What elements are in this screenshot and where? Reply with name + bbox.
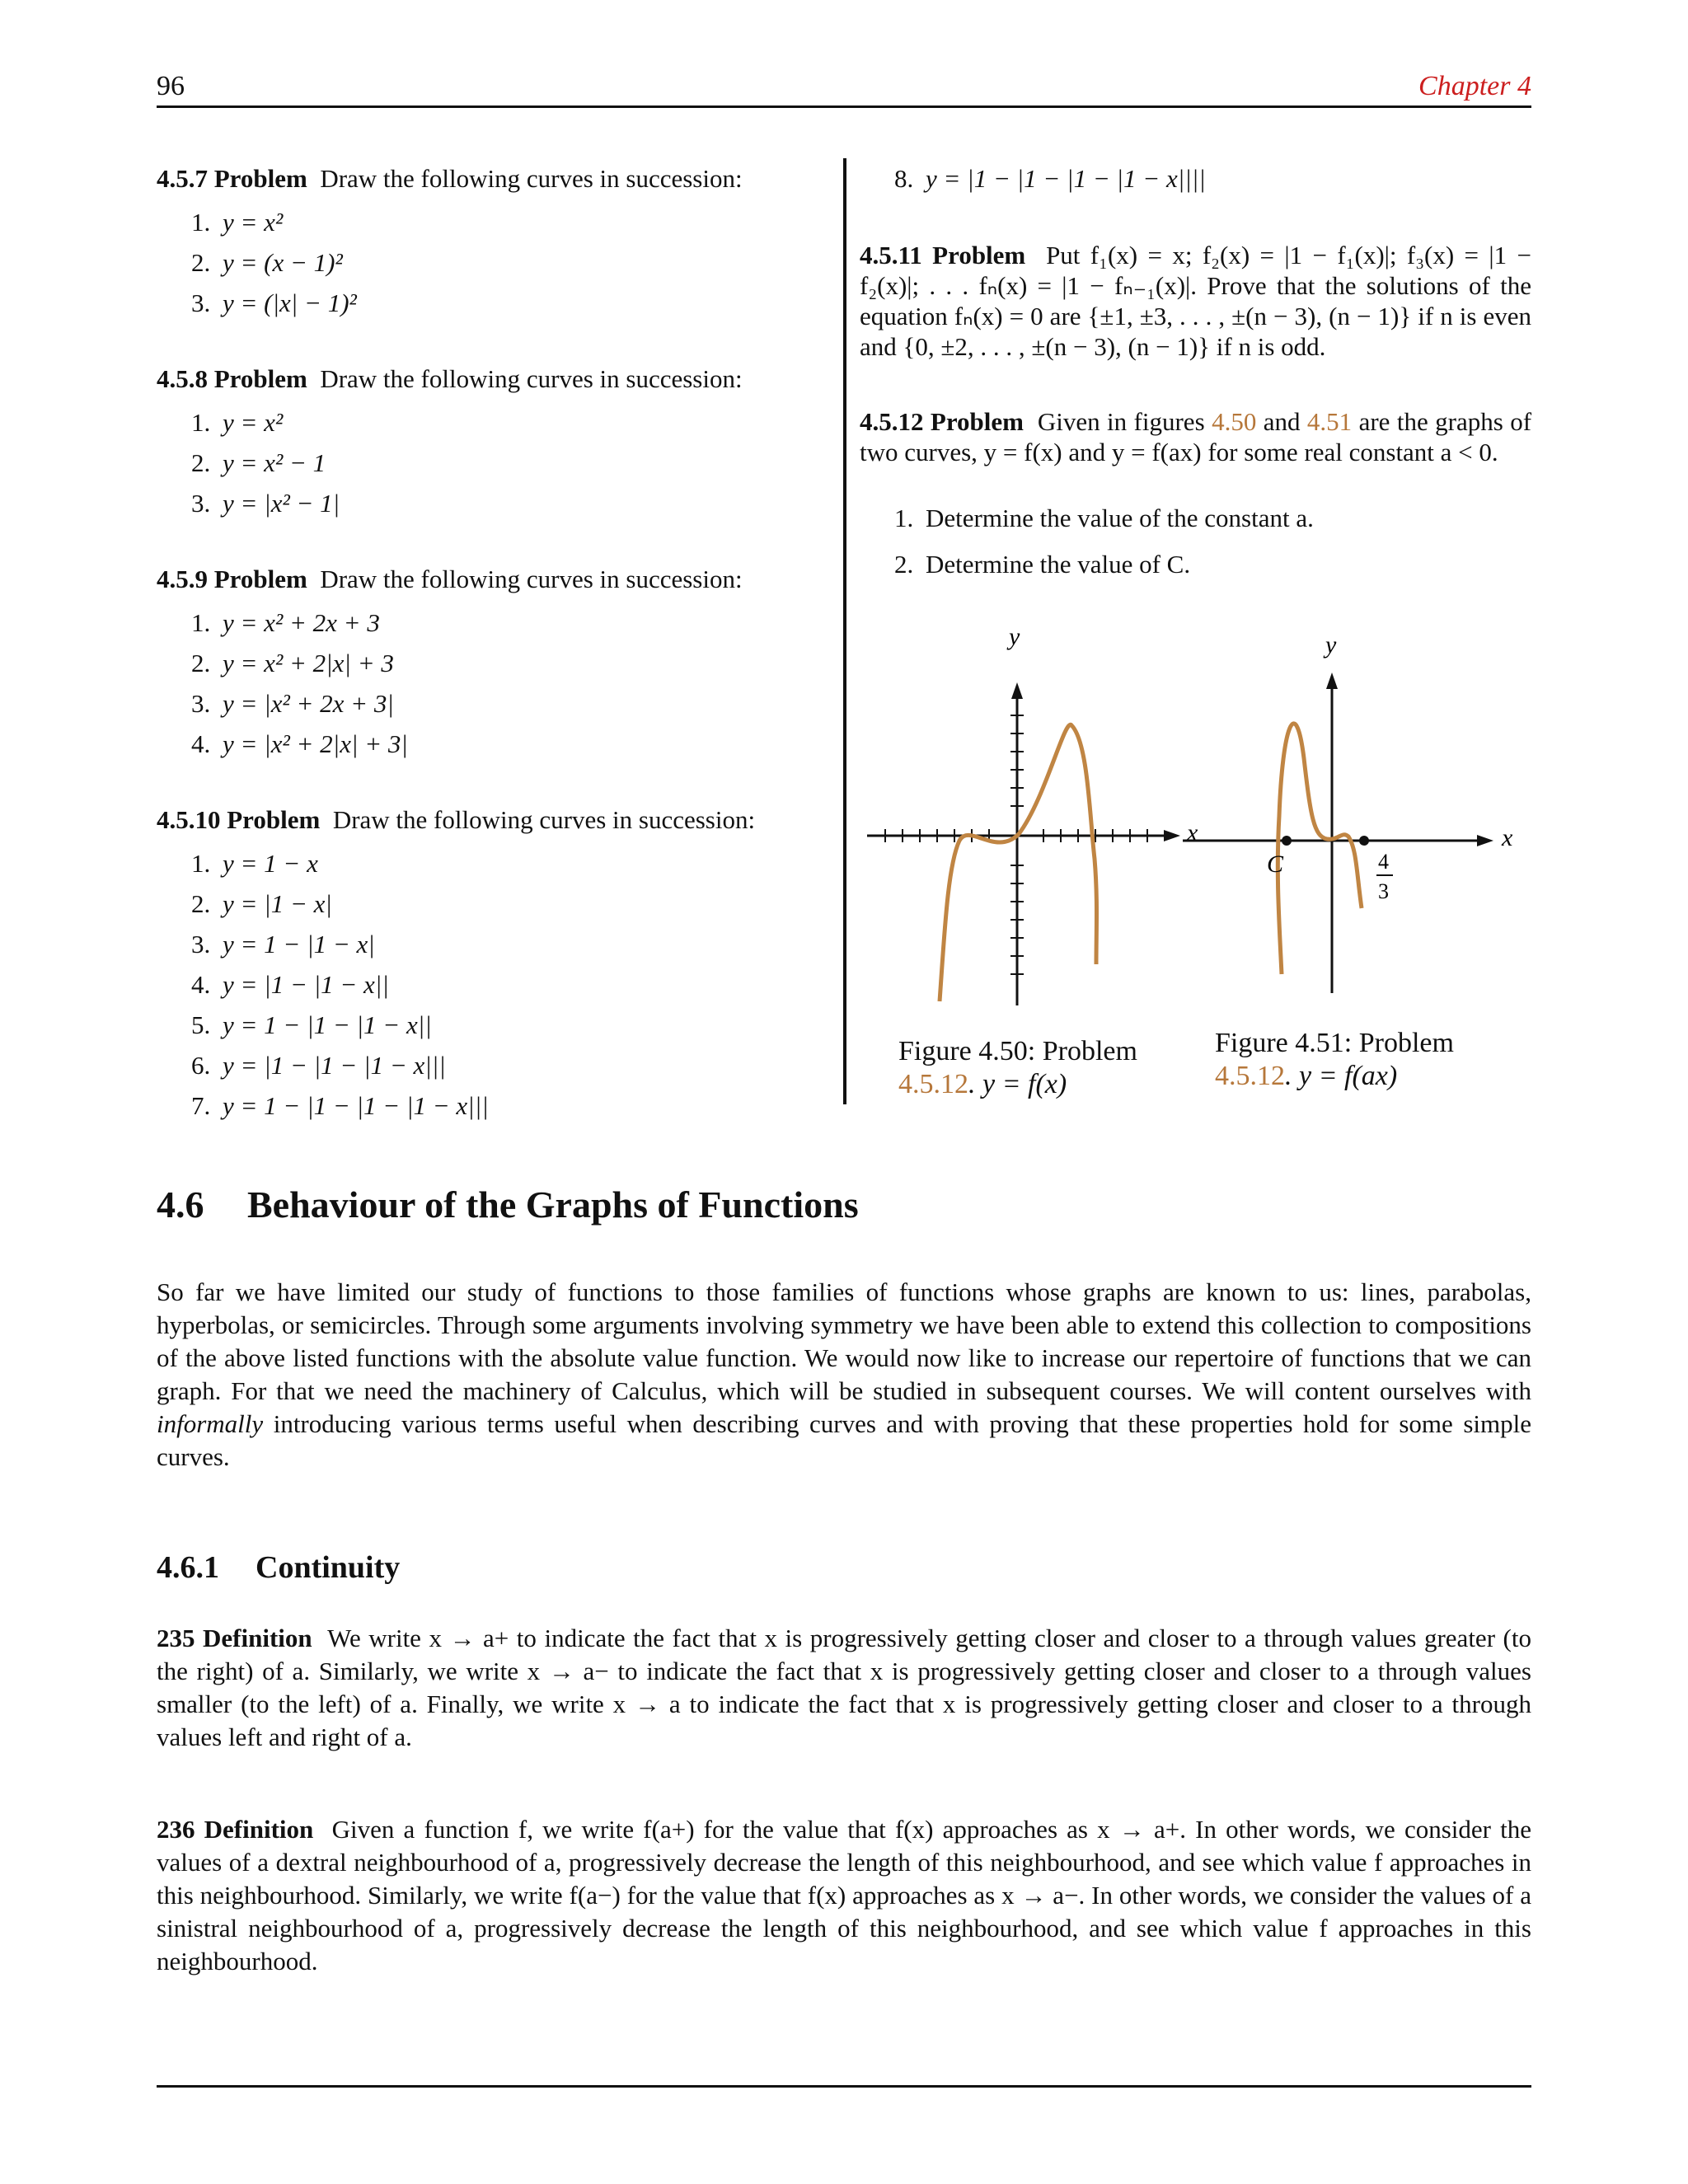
figure-link[interactable]: 4.51 xyxy=(1306,407,1353,436)
x-axis-label: x xyxy=(1187,819,1198,846)
problem-4-5-9-list xyxy=(157,602,816,764)
figure-4-51-caption: Figure 4.51: Problem 4.5.12. y = f(ax) xyxy=(1215,1028,1454,1091)
problem-4-5-9: 4.5.9 Problem Draw the following curves in succession: xyxy=(157,565,743,593)
list-item: 1. y = x² xyxy=(191,408,284,437)
page-number: 96 xyxy=(157,71,185,101)
header-rule xyxy=(157,105,1531,108)
footer-rule xyxy=(157,2085,1531,2088)
chapter-label: Chapter 4 xyxy=(1418,71,1531,101)
x-axis-arrow xyxy=(1164,830,1180,841)
y-axis-arrow xyxy=(1326,673,1338,689)
list-item: 3. y = |x² − 1| xyxy=(191,489,340,518)
y-axis-label: y xyxy=(1009,623,1020,650)
problem-link[interactable]: 4.5.12 xyxy=(898,1069,968,1099)
list-item: 1. y = x² xyxy=(191,208,284,237)
right-column xyxy=(860,161,1531,588)
fraction-numerator: 4 xyxy=(1378,850,1389,874)
x-axis-label: x xyxy=(1502,824,1513,851)
figure-4-50 xyxy=(857,618,1198,1014)
list-item: 2. y = |1 − x| xyxy=(191,889,332,918)
problem-4-5-11: 4.5.11 Problem Put f₁(x) = x; f₂(x) = |1 − f₁(x)|; f₃(x) = |1 − f₂(x)|; . . . fₙ(x) = |1 − fₙ₋₁(x)|. Prove that the solutions of the equation fₙ(x) = 0 are {±1, ±3, . . . , ±(n − 3), (n − 1)} if n is even and {0, ±2, . . . , ±(n − 3), (n − 1)} if n is odd. xyxy=(860,241,1531,361)
list-item: 6. y = |1 − |1 − |1 − x||| xyxy=(191,1051,446,1080)
problem-link[interactable]: 4.5.12 xyxy=(1215,1061,1285,1091)
problem-4-5-10-list xyxy=(157,843,816,1126)
list-item: 2. Determine the value of C. xyxy=(894,550,1191,579)
list-item: 5. y = 1 − |1 − |1 − x|| xyxy=(191,1010,432,1039)
problem-4-5-7-list xyxy=(157,202,816,323)
list-item: 3. y = (|x| − 1)² xyxy=(191,288,357,317)
problem-4-5-12-list xyxy=(860,495,1531,588)
point-four-thirds xyxy=(1359,836,1369,846)
list-item: 1. y = x² + 2x + 3 xyxy=(191,608,380,637)
figure-link[interactable]: 4.50 xyxy=(1212,407,1257,436)
fraction-denominator: 3 xyxy=(1378,879,1389,903)
list-item: 2. y = (x − 1)² xyxy=(191,248,343,277)
list-item: 2. y = x² + 2|x| + 3 xyxy=(191,649,394,677)
subsection-heading: 4.6.1 Continuity xyxy=(157,1550,401,1585)
problem-4-5-7: 4.5.7 Problem Draw the following curves in succession: xyxy=(157,164,743,193)
list-item: 8. y = |1 − |1 − |1 − |1 − x|||| xyxy=(894,164,1206,193)
x-axis-arrow xyxy=(1477,835,1493,846)
list-item: 7. y = 1 − |1 − |1 − |1 − x||| xyxy=(191,1091,489,1120)
column-separator xyxy=(843,158,846,1104)
list-item: 3. y = |x² + 2x + 3| xyxy=(191,689,394,718)
left-column xyxy=(157,161,816,1126)
section-paragraph: So far we have limited our study of functions to those families of functions whose graphs are known to us: lines, parabolas, hyperbolas, or semicircles. Through some arguments involving symmetry we have been able to extend this collection to compositions of the above listed functions with the absolute value function. We would now like to increase our repertoire of functions that we can graph. For that we need the machinery of Calculus, which will be studied in subsequent courses. We will content ourselves with informally introducing various terms useful when describing curves and with proving that these properties hold for some simple curves. xyxy=(157,1277,1531,1471)
list-item: 3. y = 1 − |1 − x| xyxy=(191,930,375,958)
section-heading: 4.6 Behaviour of the Graphs of Functions xyxy=(157,1183,859,1226)
definition-235: 235 Definition We write x → a+ to indicate the fact that x is progressively getting closer and closer to a through values greater (to the right) of a. Similarly, we write x → a− to indicate the fact that x is progressively getting closer and closer to a through values smaller (to the left) of a. Finally, we write x → a to indicate the fact that x is progressively getting closer and closer to a through values left and right of a. xyxy=(157,1624,1531,1751)
problem-4-5-8-list xyxy=(157,402,816,523)
list-item: 4. y = |x² + 2|x| + 3| xyxy=(191,729,408,758)
problem-4-5-8: 4.5.8 Problem Draw the following curves in succession: xyxy=(157,364,743,393)
definition-236: 236 Definition Given a function f, we write f(a+) for the value that f(x) approaches as x → a+. In other words, we consider the values of a dextral neighbourhood of a, progressively decrease the length of this neighbourhood, and see which value f approaches in this neighbourhood. Similarly, we write f(a−) for the value that f(x) approaches as x → a−. In other words, we consider the values of a sinistral neighbourhood of a, progressively decrease the length of this neighbourhood, and see which value f approaches in this neighbourhood. xyxy=(157,1815,1531,1975)
point-c xyxy=(1282,836,1292,846)
figure-4-50-caption: Figure 4.50: Problem 4.5.12. y = f(x) xyxy=(898,1036,1137,1099)
problem-4-5-12: 4.5.12 Problem Given in figures 4.50 and 4.51 are the graphs of two curves, y = f(x) and y = f(ax) for some real constant a < 0. xyxy=(860,407,1532,466)
y-axis-label: y xyxy=(1325,631,1337,658)
list-item: 2. y = x² − 1 xyxy=(191,448,326,477)
list-item: 1. Determine the value of the constant a. xyxy=(894,504,1314,532)
curve-f-ax xyxy=(1278,724,1362,974)
figure-4-51 xyxy=(1179,626,1525,1014)
problem-4-5-10: 4.5.10 Problem Draw the following curves in succession: xyxy=(157,805,756,834)
y-axis-arrow xyxy=(1011,682,1023,699)
list-item: 4. y = |1 − |1 − x|| xyxy=(191,970,389,999)
point-c-label: C xyxy=(1267,851,1284,878)
list-item: 1. y = 1 − x xyxy=(191,849,318,878)
